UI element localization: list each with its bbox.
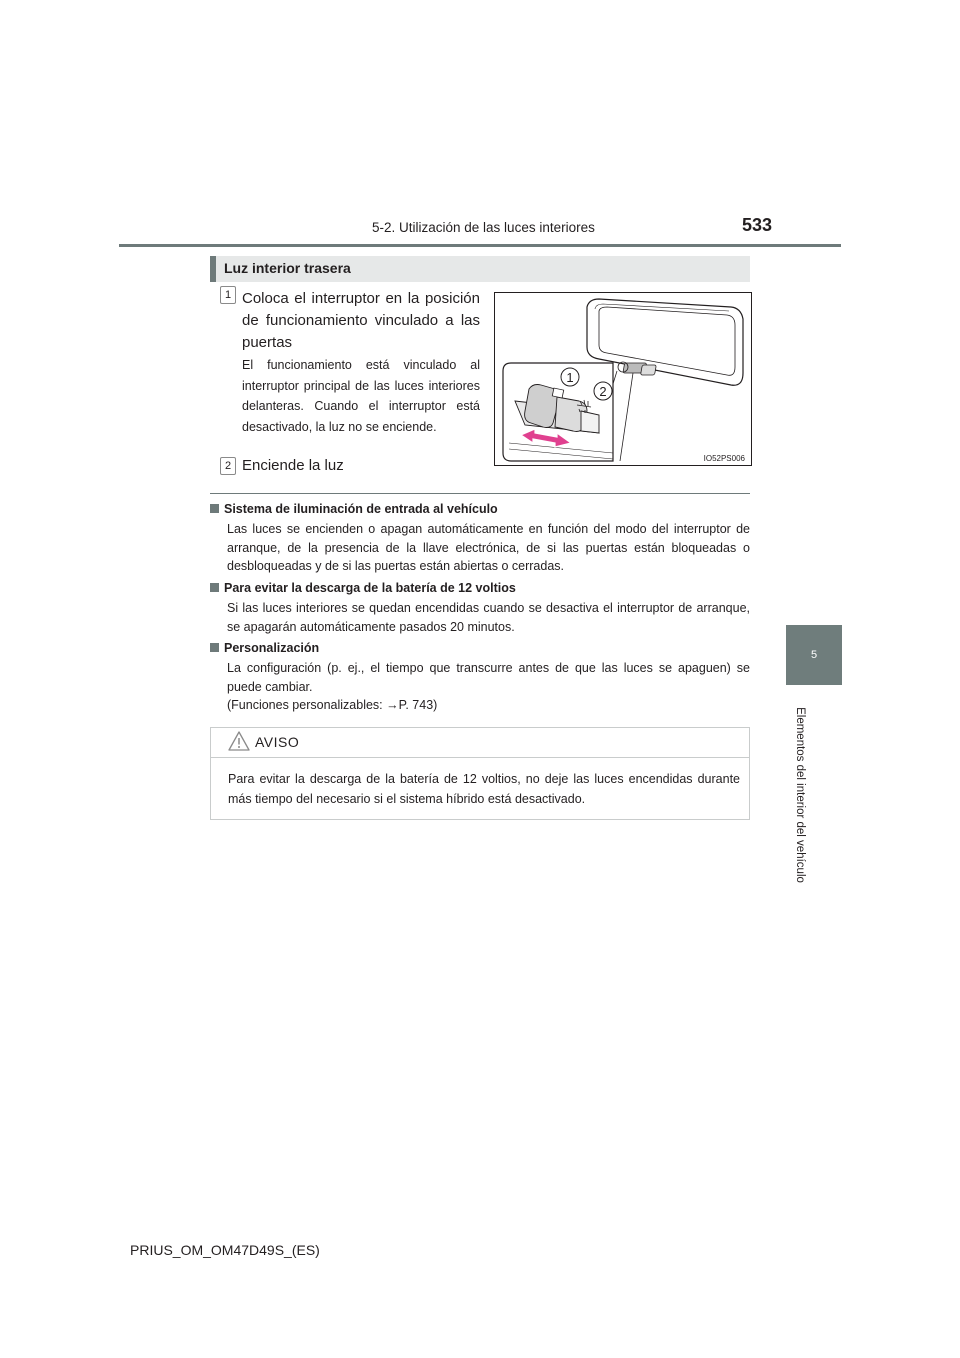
note-bullet-square	[210, 643, 219, 652]
note-heading-entry-lighting	[210, 502, 498, 516]
note-bullet-square	[210, 504, 219, 513]
interior-light-figure	[494, 292, 752, 466]
header-divider	[119, 244, 841, 247]
chapter-tab	[786, 625, 842, 685]
note-heading-text: Para evitar la descarga de la batería de 12 voltios	[224, 581, 516, 595]
chapter-title: Elementos del interior del vehículo	[794, 707, 806, 883]
section-separator	[210, 493, 750, 494]
step-1-badge: 1	[220, 286, 236, 304]
document-code: PRIUS_OM_OM47D49S_(ES)	[130, 1242, 320, 1258]
chapter-title-vertical	[792, 700, 808, 890]
chapter-number: 5	[810, 649, 818, 661]
note-heading-battery	[210, 581, 516, 595]
interior-light-illustration	[495, 293, 751, 465]
note-heading-text: Personalización	[224, 641, 320, 655]
section-heading-accent	[210, 256, 216, 282]
section-heading-bar	[210, 256, 750, 282]
warning-triangle-icon	[227, 730, 251, 752]
step-1-description: El funcionamiento está vinculado al interruptor principal de las luces interiores delanteras. Cuando el interruptor está desactivado, la luz no se enciende.	[242, 358, 480, 434]
warning-box	[210, 727, 750, 820]
step-2-badge: 2	[220, 457, 236, 475]
note-bullet-square	[210, 583, 219, 592]
note-body-entry-lighting: Las luces se encienden o apagan automáticamente en función del modo del interruptor de arranque, de la presencia de la llave electrónica, de si las puertas están bloqueadas o desbloqueadas y de si las puertas están abiertas o cerradas.	[227, 522, 750, 573]
note-heading-text: Sistema de iluminación de entrada al vehículo	[224, 502, 498, 516]
note-body-battery: Si las luces interiores se quedan encendidas cuando se desactiva el interruptor de arranque, se apagarán automáticamente pasados 20 minutos.	[227, 601, 750, 634]
section-heading: Luz interior trasera	[224, 260, 351, 276]
note-body-customization	[227, 659, 750, 715]
step-1-text: Coloca el interruptor en la posición de funcionamiento vinculado a las puertas	[242, 290, 480, 351]
warning-text: Para evitar la descarga de la batería de 12 voltios, no deje las luces encendidas durante más tiempo del necesario si el sistema híbrido está desactivado.	[228, 772, 740, 806]
figure-code: IO52PS006	[703, 454, 745, 463]
figure-callout-1: 1	[566, 370, 574, 385]
figure-callout-2: 2	[599, 384, 607, 399]
warning-title: AVISO	[255, 734, 300, 750]
note-heading-customization	[210, 641, 319, 655]
header-section-title: 5-2. Utilización de las luces interiores	[372, 220, 595, 235]
warning-header	[211, 728, 749, 758]
page-number: 533	[742, 215, 773, 235]
note-body-customization-line2: (Funciones personalizables: →P. 743)	[227, 698, 438, 712]
note-body-customization-line1: La configuración (p. ej., el tiempo que transcurre antes de que las luces se apaguen) se puede cambiar.	[227, 661, 750, 694]
step-2-text: Enciende la luz	[242, 457, 344, 474]
